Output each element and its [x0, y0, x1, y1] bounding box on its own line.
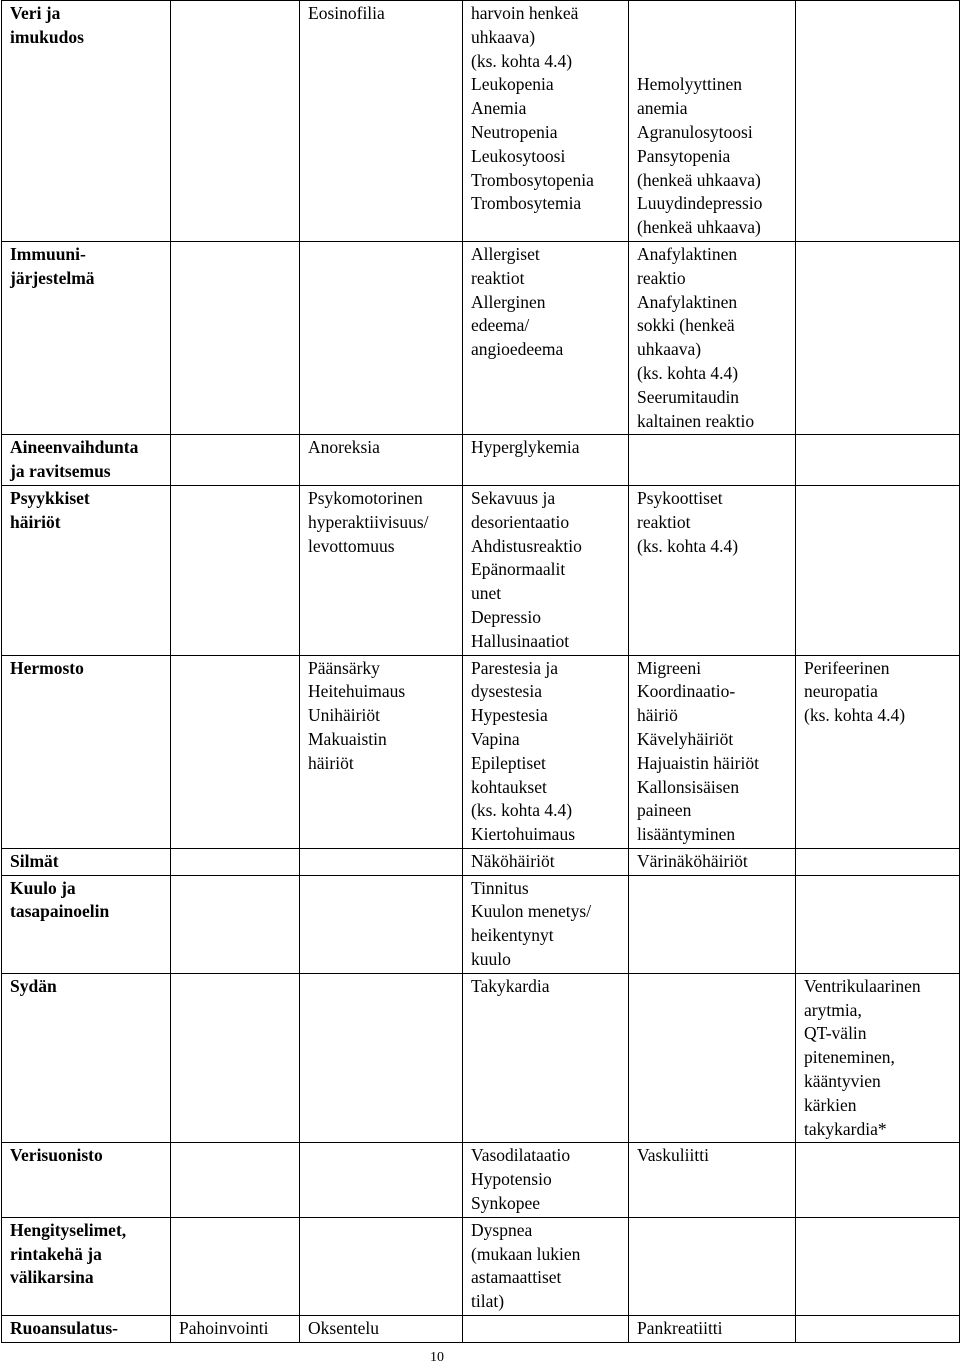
cell-line: Vaskuliitti — [637, 1145, 709, 1166]
cell-line: kohtaukset — [471, 776, 547, 797]
cell-line: Vapina — [471, 728, 520, 749]
frequency-very-common-cell — [171, 485, 300, 655]
cell-line: ja ravitsemus — [10, 461, 111, 482]
cell-line: häiriö — [637, 705, 678, 726]
cell-line: Hypotensio — [471, 1169, 552, 1190]
table-row — [2, 241, 960, 434]
frequency-very-rare-cell — [796, 1217, 960, 1315]
cell-line: Anoreksia — [308, 437, 380, 458]
frequency-rare-cell — [629, 875, 796, 973]
cell-line: uhkaava) — [471, 26, 536, 47]
table-row — [2, 848, 960, 875]
cell-line: (henkeä uhkaava) — [637, 217, 761, 238]
cell-line: unet — [471, 583, 502, 604]
frequency-very-rare-cell — [796, 241, 960, 434]
frequency-common-cell — [300, 848, 463, 875]
cell-line: Hajuaistin häiriöt — [637, 752, 759, 773]
cell-line: Leukosytoosi — [471, 145, 566, 166]
cell-line: Epänormaalit — [471, 559, 566, 580]
frequency-rare-cell — [629, 848, 796, 875]
cell-line: Anafylaktinen — [637, 291, 738, 312]
cell-line — [637, 26, 791, 50]
cell-line: harvoin henkeä — [471, 3, 579, 23]
cell-line: Eosinofilia — [308, 3, 385, 23]
organ-class-cell — [2, 848, 171, 875]
frequency-common-cell — [300, 435, 463, 486]
table-row — [2, 485, 960, 655]
frequency-very-rare-cell — [796, 655, 960, 848]
organ-class-cell — [2, 241, 171, 434]
cell-line: häiriöt — [10, 511, 61, 532]
cell-line: Parestesia ja — [471, 657, 558, 678]
organ-class-cell — [2, 655, 171, 848]
cell-line: dysestesia — [471, 681, 542, 702]
table-body — [2, 1, 960, 1343]
cell-line: Ruoansulatus- — [10, 1318, 118, 1339]
organ-class-cell — [2, 435, 171, 486]
table-row — [2, 655, 960, 848]
cell-line: Aineenvaihdunta — [10, 437, 139, 458]
cell-line: Silmät — [10, 850, 59, 871]
cell-line: häiriöt — [308, 752, 354, 773]
cell-line: Kallonsisäisen — [637, 776, 740, 797]
cell-line: Kuulo ja — [10, 877, 76, 898]
cell-line: Hyperglykemia — [471, 437, 580, 458]
cell-line: Agranulosytoosi — [637, 121, 753, 142]
frequency-rare-cell — [629, 435, 796, 486]
table-row — [2, 1, 960, 242]
cell-line: edeema/ — [471, 315, 530, 336]
frequency-common-cell — [300, 1, 463, 242]
cell-line: Kuulon menetys/ — [471, 901, 592, 922]
cell-line: Makuaistin — [308, 728, 387, 749]
cell-line: Seerumitaudin — [637, 386, 740, 407]
cell-line: Synkopee — [471, 1193, 541, 1214]
cell-line: (ks. kohta 4.4) — [804, 705, 906, 726]
cell-line: Hermosto — [10, 657, 84, 678]
cell-line: Pansytopenia — [637, 145, 731, 166]
organ-class-cell — [2, 973, 171, 1143]
frequency-very-common-cell — [171, 1, 300, 242]
adverse-reactions-table — [1, 0, 960, 1343]
frequency-very-common-cell — [171, 241, 300, 434]
cell-line: Anafylaktinen — [637, 243, 738, 264]
cell-line: angioedeema — [471, 339, 564, 360]
cell-line: Unihäiriöt — [308, 705, 380, 726]
frequency-common-cell — [300, 1316, 463, 1343]
frequency-uncommon-cell — [463, 1316, 629, 1343]
table-row — [2, 1316, 960, 1343]
cell-line: kuulo — [471, 949, 511, 970]
frequency-common-cell — [300, 485, 463, 655]
frequency-rare-cell — [629, 485, 796, 655]
organ-class-cell — [2, 1, 171, 242]
cell-line: välikarsina — [10, 1267, 94, 1288]
cell-line: kääntyvien — [804, 1071, 881, 1092]
cell-line: rintakehä ja — [10, 1243, 102, 1264]
cell-line: (ks. kohta 4.4) — [637, 362, 739, 383]
cell-line: Perifeerinen — [804, 657, 890, 678]
cell-line: Ahdistusreaktio — [471, 535, 582, 556]
cell-line: Pahoinvointi — [179, 1318, 269, 1339]
cell-line: Veri ja — [10, 3, 61, 23]
frequency-uncommon-cell — [463, 1143, 629, 1217]
cell-line: hyperaktiivisuus/ — [308, 511, 429, 532]
cell-line: Kiertohuimaus — [471, 824, 576, 845]
frequency-very-common-cell — [171, 1217, 300, 1315]
cell-line: tilat) — [471, 1291, 505, 1312]
frequency-common-cell — [300, 1143, 463, 1217]
cell-line: Migreeni — [637, 657, 702, 678]
frequency-rare-cell — [629, 1316, 796, 1343]
frequency-common-cell — [300, 973, 463, 1143]
cell-line: Värinäköhäiriöt — [637, 850, 748, 871]
cell-line: Ventrikulaarinen — [804, 975, 921, 996]
frequency-very-rare-cell — [796, 973, 960, 1143]
frequency-rare-cell — [629, 1143, 796, 1217]
frequency-very-common-cell — [171, 435, 300, 486]
cell-line: tasapainoelin — [10, 901, 110, 922]
frequency-very-rare-cell — [796, 435, 960, 486]
cell-line: Hengityselimet, — [10, 1219, 127, 1240]
frequency-uncommon-cell — [463, 875, 629, 973]
cell-line: Allerginen — [471, 291, 546, 312]
frequency-very-rare-cell — [796, 1316, 960, 1343]
cell-line: astamaattiset — [471, 1267, 562, 1288]
cell-line: Heitehuimaus — [308, 681, 406, 702]
cell-line: desorientaatio — [471, 511, 570, 532]
cell-line: Sekavuus ja — [471, 487, 556, 508]
organ-class-cell — [2, 1217, 171, 1315]
frequency-uncommon-cell — [463, 485, 629, 655]
cell-line: (ks. kohta 4.4) — [471, 800, 573, 821]
cell-line: levottomuus — [308, 535, 395, 556]
cell-line: heikentynyt — [471, 925, 554, 946]
cell-line: Hypestesia — [471, 705, 548, 726]
cell-line: reaktiot — [637, 511, 691, 532]
cell-line: anemia — [637, 98, 688, 119]
frequency-very-common-cell — [171, 655, 300, 848]
cell-line: Oksentelu — [308, 1318, 379, 1339]
frequency-very-common-cell — [171, 1316, 300, 1343]
cell-line: Immuuni- — [10, 243, 86, 264]
organ-class-cell — [2, 1143, 171, 1217]
table-row — [2, 435, 960, 486]
frequency-common-cell — [300, 655, 463, 848]
cell-line: Verisuonisto — [10, 1145, 103, 1166]
cell-line: Anemia — [471, 98, 527, 119]
table-row — [2, 875, 960, 973]
cell-line: takykardia* — [804, 1118, 887, 1139]
cell-line: lisääntyminen — [637, 824, 736, 845]
frequency-uncommon-cell — [463, 973, 629, 1143]
cell-line: (ks. kohta 4.4) — [637, 535, 739, 556]
cell-line: piteneminen, — [804, 1047, 895, 1068]
cell-line — [637, 2, 791, 26]
cell-line: Tinnitus — [471, 877, 529, 898]
cell-line: Hemolyyttinen — [637, 74, 742, 95]
cell-line: Trombosytemia — [471, 193, 582, 214]
cell-line: QT-välin — [804, 1023, 867, 1044]
cell-line: Näköhäiriöt — [471, 850, 555, 871]
cell-line: Psykoottiset — [637, 487, 723, 508]
cell-line: uhkaava) — [637, 339, 702, 360]
cell-line: imukudos — [10, 26, 84, 47]
organ-class-cell — [2, 875, 171, 973]
cell-line: (ks. kohta 4.4) — [471, 50, 573, 71]
cell-line: Dyspnea — [471, 1219, 533, 1240]
cell-line: Hallusinaatiot — [471, 630, 570, 651]
frequency-very-rare-cell — [796, 485, 960, 655]
cell-line: sokki (henkeä — [637, 315, 735, 336]
cell-line: arytmia, — [804, 999, 862, 1020]
table-row — [2, 973, 960, 1143]
frequency-uncommon-cell — [463, 241, 629, 434]
frequency-rare-cell — [629, 1217, 796, 1315]
frequency-very-common-cell — [171, 973, 300, 1143]
cell-line: Kävelyhäiriöt — [637, 728, 734, 749]
frequency-uncommon-cell — [463, 848, 629, 875]
frequency-uncommon-cell — [463, 435, 629, 486]
frequency-rare-cell — [629, 241, 796, 434]
cell-line: reaktio — [637, 267, 686, 288]
cell-line: järjestelmä — [10, 267, 95, 288]
frequency-common-cell — [300, 1217, 463, 1315]
cell-line: neuropatia — [804, 681, 878, 702]
cell-line: Luuydindepressio — [637, 193, 763, 214]
organ-class-cell — [2, 485, 171, 655]
cell-line: Takykardia — [471, 975, 550, 996]
frequency-common-cell — [300, 241, 463, 434]
cell-line: Neutropenia — [471, 121, 558, 142]
frequency-uncommon-cell — [463, 1, 629, 242]
cell-line: kaltainen reaktio — [637, 410, 755, 431]
frequency-rare-cell — [629, 1, 796, 242]
cell-line: (mukaan lukien — [471, 1243, 581, 1264]
frequency-uncommon-cell — [463, 655, 629, 848]
cell-line: Depressio — [471, 606, 541, 627]
frequency-common-cell — [300, 875, 463, 973]
organ-class-cell — [2, 1316, 171, 1343]
cell-line: Epileptiset — [471, 752, 546, 773]
page-number: 10 — [430, 1350, 444, 1365]
cell-line: Allergiset — [471, 243, 540, 264]
frequency-rare-cell — [629, 973, 796, 1143]
frequency-very-rare-cell — [796, 1143, 960, 1217]
cell-line: Päänsärky — [308, 657, 380, 678]
cell-line: Sydän — [10, 975, 57, 996]
cell-line: kärkien — [804, 1094, 857, 1115]
cell-line: Leukopenia — [471, 74, 554, 95]
frequency-very-common-cell — [171, 848, 300, 875]
cell-line: Trombosytopenia — [471, 169, 594, 190]
cell-line: Psyykkiset — [10, 487, 90, 508]
frequency-uncommon-cell — [463, 1217, 629, 1315]
frequency-very-common-cell — [171, 1143, 300, 1217]
cell-line: Pankreatiitti — [637, 1318, 723, 1339]
cell-line: (henkeä uhkaava) — [637, 169, 761, 190]
cell-line: Psykomotorinen — [308, 487, 423, 508]
frequency-rare-cell — [629, 655, 796, 848]
table-row — [2, 1143, 960, 1217]
cell-line: paineen — [637, 800, 692, 821]
cell-line — [637, 50, 791, 74]
frequency-very-rare-cell — [796, 848, 960, 875]
cell-line: reaktiot — [471, 267, 525, 288]
table-row — [2, 1217, 960, 1315]
frequency-very-rare-cell — [796, 1, 960, 242]
cell-line: Vasodilataatio — [471, 1145, 571, 1166]
cell-line: Koordinaatio- — [637, 681, 736, 702]
frequency-very-common-cell — [171, 875, 300, 973]
frequency-very-rare-cell — [796, 875, 960, 973]
